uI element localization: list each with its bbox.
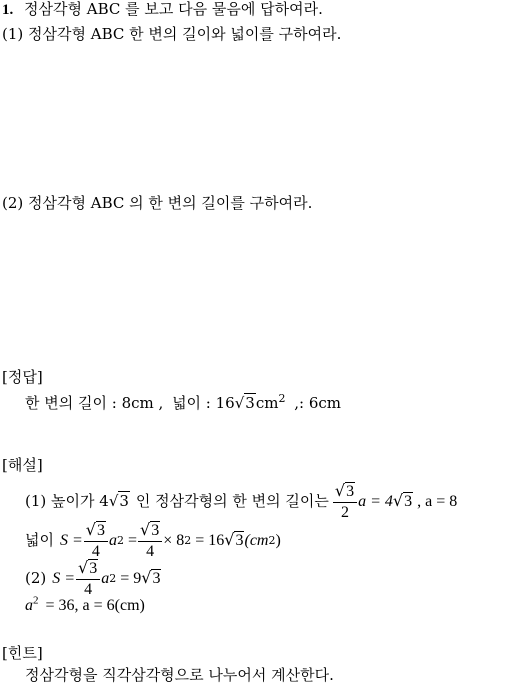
solution-1d: , a = 8 bbox=[417, 492, 458, 510]
answer-area-sqrt: √3 bbox=[234, 394, 255, 412]
solution-2d: = bbox=[127, 531, 138, 549]
solution-3-frac: $\frac{√3}{4}$ bbox=[76, 559, 100, 598]
solution-2b: S = bbox=[59, 531, 83, 549]
solution-4a: a bbox=[25, 597, 33, 614]
question-2: (2) 정삼각형 ABC 의 한 변의 길이를 구하여라. bbox=[2, 194, 313, 212]
answer-tail: ,: 6cm bbox=[294, 394, 342, 412]
solution-1b: 인 정삼각형의 한 변의 길이는 bbox=[135, 492, 329, 511]
solution-4b: = 36, a = 6(cm) bbox=[45, 597, 145, 614]
solution-2h: ) bbox=[275, 531, 281, 549]
problem-header bbox=[2, 2, 323, 18]
problem-number: 1. bbox=[2, 2, 14, 18]
solution-2-sqrt: √3 bbox=[224, 530, 244, 550]
solution-3d: = 9 bbox=[120, 569, 142, 587]
solution-1c: a = 4 bbox=[358, 492, 393, 510]
solution-2g: (cm bbox=[244, 531, 269, 549]
problem-stem: 정삼각형 ABC 를 보고 다음 물음에 답하여라. bbox=[24, 0, 323, 18]
question-1: (1) 정삼각형 ABC 한 변의 길이와 넓이를 구하여라. bbox=[2, 25, 342, 43]
answer-area: 넓이 : 16 bbox=[172, 394, 235, 412]
solution-header: [해설] bbox=[2, 456, 43, 474]
solution-2c: a bbox=[108, 531, 117, 549]
solution-3c: a bbox=[101, 569, 110, 587]
solution-2-frac1: $\frac{√3}{4}$ bbox=[84, 521, 108, 560]
hint-header: [힌트] bbox=[2, 644, 43, 662]
solution-line-2: 넓이 S = $\frac{√3}{4}$ a 2 = $\frac{√3}{4}$ × 8 2 = 16 √3 (cm 2 ) bbox=[25, 520, 281, 560]
answer-area-exp: 2 bbox=[278, 392, 286, 405]
solution-line-3: (2) S = $\frac{√3}{4}$ a 2 = 9 √3 bbox=[25, 558, 161, 598]
solution-line-4 bbox=[25, 594, 145, 614]
solution-3a: (2) bbox=[25, 569, 47, 588]
solution-3b: S = bbox=[52, 569, 76, 587]
solution-2-frac2: $\frac{√3}{4}$ bbox=[138, 521, 162, 560]
solution-1-sqrt: √3 bbox=[108, 492, 129, 511]
answer-side: 한 변의 길이 : 8cm , bbox=[25, 394, 164, 412]
solution-line-1 bbox=[25, 482, 457, 521]
solution-2a: 넓이 bbox=[25, 531, 54, 550]
solution-3-sqrt: √3 bbox=[141, 568, 161, 588]
answer-line bbox=[25, 392, 342, 412]
solution-4-exp: 2 bbox=[33, 594, 39, 607]
solution-1-sqrt2: √3 bbox=[392, 491, 413, 511]
answer-area-unit: cm bbox=[255, 394, 279, 412]
hint-text: 정삼각형을 직각삼각형으로 나누어서 계산한다. bbox=[25, 666, 334, 684]
solution-1-frac: $\frac{√3}{2}$ bbox=[333, 482, 357, 521]
solution-2e: × 8 bbox=[163, 531, 185, 549]
solution-1a: (1) 높이가 4 bbox=[25, 492, 109, 511]
solution-2f: = 16 bbox=[195, 531, 225, 549]
answer-header: [정답] bbox=[2, 368, 43, 386]
